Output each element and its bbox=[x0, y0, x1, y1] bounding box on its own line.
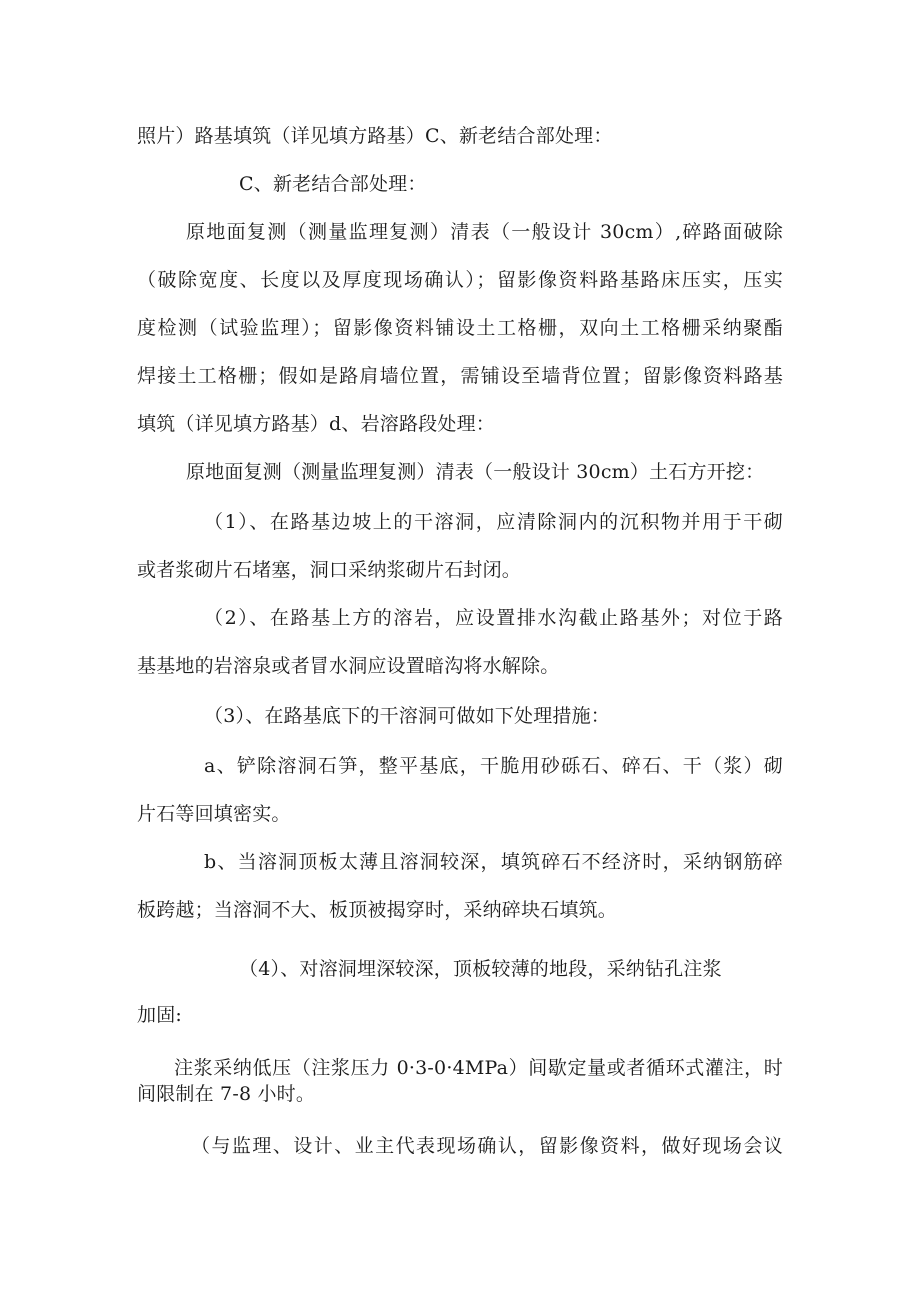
sub-item-b: b、当溶洞顶板太薄且溶洞较深，填筑碎石不经济时，采纳钢筋碎 bbox=[204, 851, 783, 873]
paragraph-line: 原地面复测（测量监理复测）清表（一般设计 30cm）,碎路面破除 bbox=[186, 221, 783, 243]
paragraph-line: 间限制在 7-8 小时。 bbox=[137, 1083, 316, 1105]
sub-item-a-cont: 片石等回填密实。 bbox=[137, 803, 291, 825]
paragraph-line: （破除宽度、长度以及厚度现场确认）；留影像资料路基路床压实，压实 bbox=[137, 269, 783, 291]
list-item-4: （4）、对溶洞埋深较深，顶板较薄的地段，采纳钻孔注浆 bbox=[239, 958, 722, 980]
paragraph-line: 原地面复测（测量监理复测）清表（一般设计 30cm）土石方开挖： bbox=[186, 461, 765, 483]
paragraph-line: （与监理、设计、业主代表现场确认，留影像资料，做好现场会议 bbox=[191, 1135, 783, 1157]
paragraph-line: 焊接土工格栅；假如是路肩墙位置，需铺设至墙背位置；留影像资料路基 bbox=[137, 365, 783, 387]
paragraph-line: 注浆采纳低压（注浆压力 0·3-0·4MPa）间歇定量或者循环式灌注，时 bbox=[174, 1057, 783, 1079]
list-item-4-cont: 加固: bbox=[137, 1004, 183, 1026]
list-item-2-cont: 基基地的岩溶泉或者冒水洞应设置暗沟将水解除。 bbox=[137, 655, 560, 677]
list-item-1-cont: 或者浆砌片石堵塞，洞口采纳浆砌片石封闭。 bbox=[137, 559, 522, 581]
paragraph-line: 填筑（详见填方路基）d、岩溶路段处理： bbox=[137, 413, 495, 435]
list-item-3: （3）、在路基底下的干溶洞可做如下处理措施： bbox=[204, 705, 610, 727]
sub-item-b-cont: 板跨越；当溶洞不大、板顶被揭穿时，采纳碎块石填筑。 bbox=[137, 899, 618, 921]
section-heading-c: C、新老结合部处理： bbox=[239, 173, 427, 195]
sub-item-a: a、铲除溶洞石笋，整平基底，干脆用砂砾石、碎石、干（浆）砌 bbox=[204, 755, 783, 777]
list-item-1: （1）、在路基边坡上的干溶洞，应清除洞内的沉积物并用于干砌 bbox=[204, 511, 783, 533]
paragraph-line: 照片）路基填筑（详见填方路基）C、新老结合部处理： bbox=[137, 125, 613, 147]
paragraph-line: 度检测（试验监理）；留影像资料铺设土工格栅，双向土工格栅采纳聚酯 bbox=[137, 317, 783, 339]
list-item-2: （2）、在路基上方的溶岩，应设置排水沟截止路基外；对位于路 bbox=[204, 607, 783, 629]
